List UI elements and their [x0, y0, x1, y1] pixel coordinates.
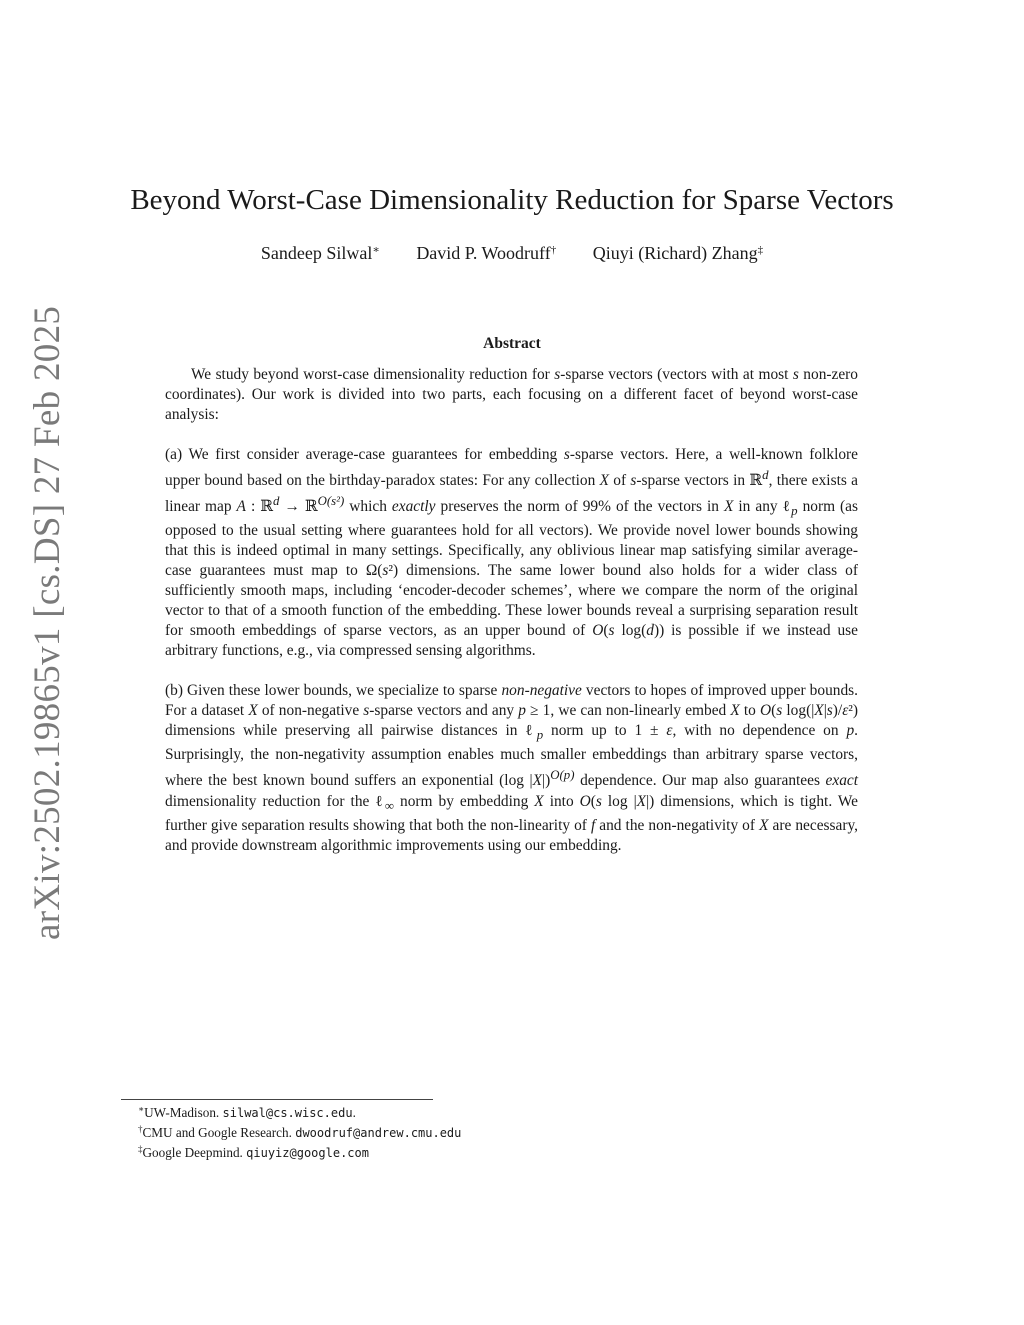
author-name: Sandeep Silwal: [260, 243, 373, 263]
footnote-divider: [121, 1099, 433, 1100]
email-link[interactable]: dwoodruf@andrew.cmu.edu: [295, 1126, 462, 1140]
arxiv-identifier-stamp: arXiv:2502.19865v1 [cs.DS] 27 Feb 2025: [27, 305, 68, 940]
paper-title: Beyond Worst-Case Dimensionality Reduction for Sparse Vectors: [130, 184, 894, 216]
abstract-intro-paragraph: We study beyond worst-case dimensionality reduction for s-sparse vectors (vectors with at most s non-zero coordinates). Our work is divided into two parts, each focusing on a different facet of beyond worst-case analysis:: [165, 366, 858, 423]
abstract-body: [165, 365, 858, 876]
abstract-part-b-paragraph: (b) Given these lower bounds, we specialize to sparse non-negative vectors to hopes of improved upper bounds. For a dataset X of non-negative s-sparse vectors and any p ≥ 1, we can non-linearly embed X to O(s log(|X|s)/ε²) dimensions while preserving all pairwise distances in ℓ$_p$ norm up to 1 ± ε, with no dependence on p. Surprisingly, the non-negativity assumption enables much smaller embeddings than arbitrary sparse vectors, where the best known bound suffers an exponential (log |X|)$^{O(p)}$ dependence. Our map also guarantees exact dimensionality reduction for the ℓ$_\infty$ norm by embedding X into O(s log |X|) dimensions, which is tight. We further give separation results showing that both the non-linearity of f and the non-negativity of X are necessary, and provide downstream algorithmic improvements using our embedding.: [165, 682, 859, 854]
footnote-woodruff: †CMU and Google Research. dwoodruf@andrew.cmu.edu: [138, 1124, 462, 1140]
author-silwal: [261, 243, 380, 264]
author-name: Qiuyi (Richard) Zhang: [592, 243, 758, 263]
affiliation-mark: ‡: [757, 244, 764, 256]
author-zhang: [593, 243, 763, 264]
author-list: [0, 243, 1024, 264]
abstract-heading: Abstract: [483, 335, 541, 352]
author-woodruff: [416, 243, 556, 264]
footnote-silwal: ∗UW-Madison. silwal@cs.wisc.edu.: [138, 1104, 356, 1120]
email-link[interactable]: qiuyiz@google.com: [246, 1146, 369, 1160]
author-name: David P. Woodruff: [416, 243, 551, 263]
footnote-zhang: ‡Google Deepmind. qiuyiz@google.com: [138, 1144, 369, 1160]
email-link[interactable]: silwal@cs.wisc.edu: [222, 1106, 353, 1120]
footnotes: [138, 1103, 461, 1163]
abstract-part-a-paragraph: (a) We first consider average-case guarantees for embedding s-sparse vectors. Here, a well-known folklore upper bound based on the birthday-paradox states: For any collection X of s-sparse vectors in ℝ$^d$, there exists a linear map A : ℝ$^d$ → ℝ$^{O(s^2)}$ which exactly preserves the norm of 99% of the vectors in X in any ℓ$_p$ norm (as opposed to the usual setting where guarantees hold for all vectors). We provide novel lower bounds showing that this is indeed optimal in many settings. Specifically, any oblivious linear map satisfying similar average-case guarantees must map to Ω(s²) dimensions. The same lower bound also holds for a wider class of sufficiently smooth maps, including ‘encoder-decoder schemes’, where we compare the norm of the original vector to that of a smooth function of the embedding. These lower bounds reveal a surprising separation result for smooth embeddings of sparse vectors, as an upper bound of O(s log(d)) is possible if we instead use arbitrary functions, e.g., via compressed sensing algorithms.: [165, 446, 858, 660]
affiliation-mark: †: [550, 244, 557, 256]
affiliation-mark: ∗: [372, 244, 380, 256]
